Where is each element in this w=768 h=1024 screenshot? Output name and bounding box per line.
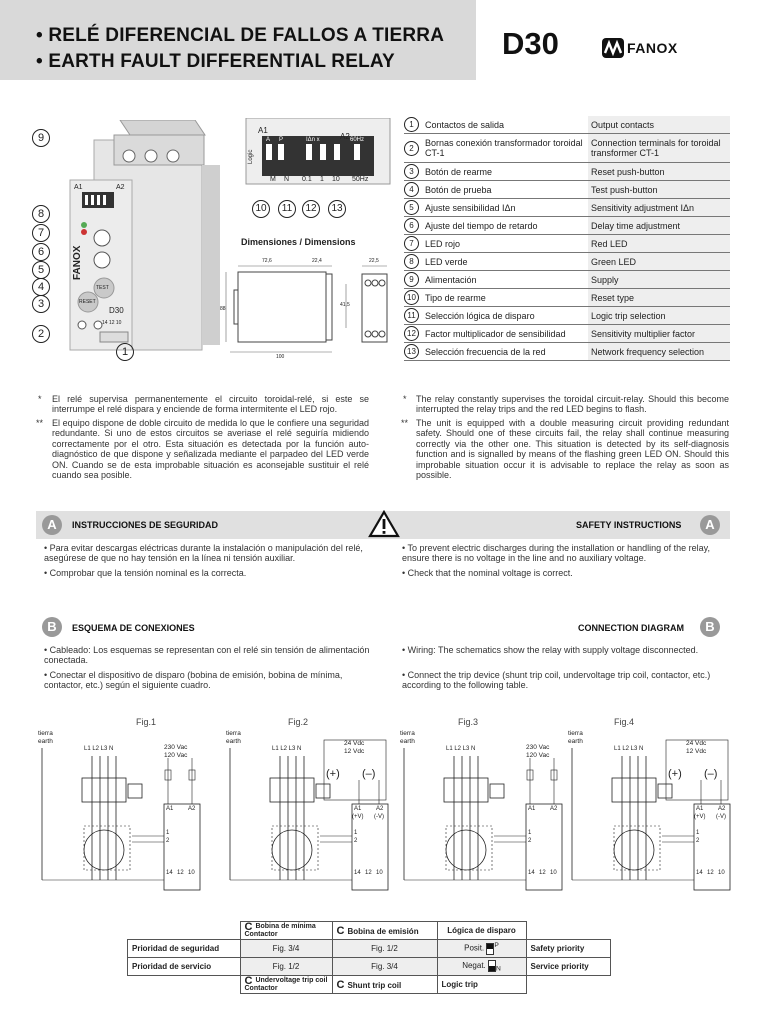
component-name-es: Selección frecuencia de la red: [422, 343, 588, 361]
section-b-badge-left: B: [42, 617, 62, 637]
label-supply-2: 12 Vdc: [344, 748, 365, 755]
component-name-es: Contactos de salida: [422, 116, 588, 134]
warning-icon: [368, 510, 400, 538]
device-reset-label: RESET: [79, 299, 96, 305]
label-a2v: (-V): [716, 814, 726, 820]
callout-11: 11: [278, 198, 296, 218]
label-a1: A1: [696, 806, 704, 812]
section-b-en-1: • Wiring: The schematics show the relay with supply voltage disconnected.: [402, 645, 699, 655]
component-number: 2: [404, 134, 422, 163]
section-b-title-en: CONNECTION DIAGRAM: [578, 623, 684, 633]
component-row: [404, 307, 730, 325]
component-name-en: Reset type: [588, 289, 730, 307]
label-minus: (–): [704, 768, 718, 780]
switch-detail: [244, 118, 392, 218]
row-service-en: Service priority: [526, 958, 611, 976]
label-term-2: 2: [166, 838, 170, 844]
brand-logo-text: FANOX: [627, 40, 678, 56]
note-en-1: The relay constantly supervises the toroidal circuit-relay. Should this become interrupted the relay trips and the red LED begins to flash.: [416, 394, 729, 415]
wiring-figure: [566, 710, 736, 900]
section-a-badge-right: A: [700, 515, 720, 535]
component-number: 6: [404, 217, 422, 235]
label-lines: L1 L2 L3 N: [614, 746, 644, 752]
label-term-2: 2: [354, 838, 358, 844]
note-es-2: El equipo dispone de doble circuito de medida lo que le confiere una seguridad redundante. Si uno de estos circuitos se averiase el relé seguiría midiendo correctamente por el otro. Esta situación es detectada por la función auto-diagnóstico de que dispone y señalizada mediante el parpadeo del LED verde ON. Cuando se de esta improbable situación es aconsejable sustituir el relé cuando sea posible.: [52, 418, 369, 481]
section-b-en-2: • Connect the trip device (shunt trip coil, undervoltage trip coil, contactor, etc.) according to the following table.: [402, 670, 711, 691]
label-plus: (+): [326, 768, 340, 780]
label-term-12: 12: [539, 870, 546, 876]
label-term-10: 10: [188, 870, 195, 876]
figure-label: Fig.4: [614, 717, 635, 727]
component-row: [404, 235, 730, 253]
row-service-c3: Negat. $_N$: [437, 958, 526, 976]
label-term-1: 1: [166, 830, 170, 836]
component-row: [404, 116, 730, 134]
label-supply-1: 230 Vac: [526, 744, 550, 751]
label-a2: A2: [718, 806, 726, 812]
label-a2: A2: [376, 806, 384, 812]
callout-5: 5: [32, 260, 50, 279]
label-term-1: 1: [528, 830, 532, 836]
component-name-en: Green LED: [588, 253, 730, 271]
label-supply-1: 24 Vdc: [686, 740, 707, 747]
label-tierra: tierra: [568, 730, 583, 737]
wiring-figure: [224, 710, 394, 900]
component-name-en: Reset push-button: [588, 163, 730, 181]
switch-bottom-01: 0.1: [302, 176, 312, 183]
section-b-title-es: ESQUEMA DE CONEXIONES: [72, 623, 195, 633]
callout-9: 9: [32, 128, 50, 147]
component-name-en: Supply: [588, 271, 730, 289]
dim-height-inner: 41,5: [340, 302, 350, 308]
label-term-14: 14: [528, 870, 535, 876]
callout-1: 1: [116, 342, 134, 361]
label-a1: A1: [166, 806, 174, 812]
callout-3: 3: [32, 294, 50, 313]
component-name-es: Bornas conexión transformador toroidal CT-1: [422, 134, 588, 163]
title-en: • EARTH FAULT DIFFERENTIAL RELAY: [36, 51, 395, 72]
switch-bottom-50hz: 50Hz: [352, 176, 369, 183]
label-term-14: 14: [696, 870, 703, 876]
row-safety-label: Prioridad de seguridad: [128, 940, 241, 958]
component-row: [404, 199, 730, 217]
component-number: 5: [404, 199, 422, 217]
component-number: 12: [404, 325, 422, 343]
label-a1v: (+V): [694, 814, 706, 820]
component-name-en: Connection terminals for toroidal transformer CT-1: [588, 134, 730, 163]
fanox-logo-icon: [600, 35, 628, 61]
callout-8: 8: [32, 204, 50, 223]
note-es-star2: **: [36, 418, 44, 428]
label-term-12: 12: [707, 870, 714, 876]
row-safety-c2: Fig. 1/2: [332, 940, 437, 958]
wiring-figures: [0, 710, 768, 900]
component-row: [404, 163, 730, 181]
device-model-label: D30: [109, 306, 124, 315]
component-name-en: Delay time adjustment: [588, 217, 730, 235]
dim-height: 88: [220, 306, 226, 312]
section-a-en-2: • Check that the nominal voltage is correct.: [402, 568, 573, 578]
label-tierra: tierra: [400, 730, 415, 737]
figure-label: Fig.1: [136, 717, 157, 727]
label-earth: earth: [226, 738, 241, 745]
note-en-star2: **: [401, 418, 409, 428]
label-a2: A2: [550, 806, 558, 812]
component-row: [404, 134, 730, 163]
switch-top-idn: IΔn x: [306, 137, 320, 143]
row-safety-c1: Fig. 3/4: [240, 940, 332, 958]
label-lines: L1 L2 L3 N: [446, 746, 476, 752]
component-name-en: Sensitivity multiplier factor: [588, 325, 730, 343]
label-earth: earth: [38, 738, 53, 745]
device-test-label: TEST: [96, 285, 109, 291]
label-term-1: 1: [696, 830, 700, 836]
callout-12: 12: [302, 198, 320, 218]
component-name-es: Botón de rearme: [422, 163, 588, 181]
label-term-12: 12: [177, 870, 184, 876]
title-es: • RELÉ DIFERENCIAL DE FALLOS A TIERRA: [36, 25, 445, 46]
label-a1: A1: [528, 806, 536, 812]
row-safety-en: Safety priority: [526, 940, 611, 958]
callout-13: 13: [328, 198, 346, 218]
label-a2v: (-V): [374, 814, 384, 820]
label-supply-2: 12 Vdc: [686, 748, 707, 755]
th-shunt-es: C Bobina de emisión: [332, 922, 437, 940]
component-name-es: Ajuste del tiempo de retardo: [422, 217, 588, 235]
figure-label: Fig.3: [458, 717, 479, 727]
callout-4: 4: [32, 277, 50, 296]
label-term-10: 10: [376, 870, 383, 876]
dim-width: 100: [276, 354, 285, 360]
switch-a2: A2: [340, 132, 350, 141]
section-a-es-2: • Comprobar que la tensión nominal es la correcta.: [44, 568, 247, 578]
component-row: [404, 253, 730, 271]
switch-bottom-10: 10: [332, 176, 340, 183]
figure-label: Fig.2: [288, 717, 309, 727]
label-term-12: 12: [365, 870, 372, 876]
label-term-1: 1: [354, 830, 358, 836]
label-supply-1: 230 Vac: [164, 744, 188, 751]
wiring-figure: [36, 710, 206, 900]
note-es-1: El relé supervisa permanentemente el circuito toroidal-relé, si este se interrumpe el relé dispara y enciende de forma intermitente el LED rojo.: [52, 394, 369, 415]
label-a1v: (+V): [352, 814, 364, 820]
dimensions-drawing: [222, 256, 397, 364]
switch-bottom-1: 1: [320, 176, 324, 183]
label-supply-1: 24 Vdc: [344, 740, 365, 747]
callout-7: 7: [32, 223, 50, 242]
component-number: 8: [404, 253, 422, 271]
dim-side-width: 22,5: [369, 258, 379, 264]
label-term-14: 14: [166, 870, 173, 876]
label-a2: A2: [188, 806, 196, 812]
label-earth: earth: [568, 738, 583, 745]
wiring-figure: [398, 710, 568, 900]
callout-6: 6: [32, 242, 50, 261]
model-number: D30: [502, 26, 559, 61]
component-name-en: Logic trip selection: [588, 307, 730, 325]
component-number: 13: [404, 343, 422, 361]
component-number: 9: [404, 271, 422, 289]
dim-top-right: 22,4: [312, 258, 322, 264]
device-terminals: 14 12 10: [102, 320, 122, 326]
switch-top-60hz: 60Hz: [350, 137, 365, 143]
component-name-es: Factor multiplicador de sensibilidad: [422, 325, 588, 343]
component-name-en: Test push-button: [588, 181, 730, 199]
tf-shunt-en: C Shunt trip coil: [332, 976, 437, 994]
section-a-en-1: • To prevent electric discharges during the installation or handling of the relay, ensure there is no voltage in the line and no auxiliary voltage.: [402, 543, 710, 564]
section-a-title-es: INSTRUCCIONES DE SEGURIDAD: [72, 520, 219, 530]
component-row: [404, 217, 730, 235]
label-minus: (–): [362, 768, 376, 780]
note-en-star1: *: [403, 394, 407, 404]
label-lines: L1 L2 L3 N: [84, 746, 114, 752]
section-b-es-2: • Conectar el dispositivo de disparo (bobina de emisión, bobina de mínima, contactor, etc.) según el siguiente cuadro.: [44, 670, 343, 691]
label-term-2: 2: [528, 838, 532, 844]
component-row: [404, 343, 730, 361]
label-tierra: tierra: [38, 730, 53, 737]
row-service-label: Prioridad de servicio: [128, 958, 241, 976]
note-en-2: The unit is equipped with a double measuring circuit providing redundant safety. Should one of these circuits fail, the relay shall continue measuring correctly via the other one. This situation is detected by its self-diagnosis function and is signalled by means of the flashing green LED ON. Should this improbable situation occur it is advisable to replace the relay as soon as possible.: [416, 418, 729, 481]
label-supply-2: 120 Vac: [526, 752, 550, 759]
component-row: [404, 181, 730, 199]
tf-undervoltage-en: C Undervoltage trip coil Contactor: [240, 976, 332, 994]
component-number: 10: [404, 289, 422, 307]
label-term-10: 10: [718, 870, 725, 876]
label-plus: (+): [668, 768, 682, 780]
switch-top-a: A: [266, 137, 271, 143]
component-name-es: LED verde: [422, 253, 588, 271]
component-number: 7: [404, 235, 422, 253]
dim-top-left: 72,6: [262, 258, 272, 264]
row-service-c1: Fig. 1/2: [240, 958, 332, 976]
tf-logic-en: Logic trip: [437, 976, 526, 994]
row-safety-c3: Posit. $^P$: [437, 940, 526, 958]
component-number: 3: [404, 163, 422, 181]
switch-down-icon: [488, 960, 496, 972]
dimensions-title: Dimensiones / Dimensions: [241, 237, 356, 247]
device-illustration: [30, 120, 230, 365]
callout-10: 10: [252, 198, 270, 218]
callout-2: 2: [32, 324, 50, 343]
component-name-en: Output contacts: [588, 116, 730, 134]
label-tierra: tierra: [226, 730, 241, 737]
component-name-es: Tipo de rearme: [422, 289, 588, 307]
device-a1: A1: [74, 184, 83, 191]
component-name-es: Alimentación: [422, 271, 588, 289]
component-number: 4: [404, 181, 422, 199]
label-term-14: 14: [354, 870, 361, 876]
switch-side-logic: Logic: [248, 149, 254, 164]
label-supply-2: 120 Vac: [164, 752, 188, 759]
section-a-title-en: SAFETY INSTRUCTIONS: [576, 520, 682, 530]
component-name-es: Ajuste sensibilidad IΔn: [422, 199, 588, 217]
component-name-en: Sensitivity adjustment IΔn: [588, 199, 730, 217]
section-b-badge-right: B: [700, 617, 720, 637]
th-logic-es: Lógica de disparo: [437, 922, 526, 940]
label-term-10: 10: [550, 870, 557, 876]
component-row: [404, 289, 730, 307]
switch-top-p: P: [279, 137, 284, 143]
switch-a1: A1: [258, 126, 268, 135]
section-b-es-1: • Cableado: Los esquemas se representan con el relé sin tensión de alimentación conectada.: [44, 645, 370, 666]
component-row: [404, 325, 730, 343]
note-es-star1: *: [38, 394, 42, 404]
label-a1: A1: [354, 806, 362, 812]
component-row: [404, 271, 730, 289]
label-lines: L1 L2 L3 N: [272, 746, 302, 752]
component-number: 11: [404, 307, 422, 325]
label-term-2: 2: [696, 838, 700, 844]
component-name-en: Network frequency selection: [588, 343, 730, 361]
label-earth: earth: [400, 738, 415, 745]
component-name-en: Red LED: [588, 235, 730, 253]
component-table: [404, 116, 730, 361]
device-a2: A2: [116, 184, 125, 191]
component-number: 1: [404, 116, 422, 134]
switch-bottom-n: N: [284, 176, 290, 183]
switch-bottom-m: M: [270, 176, 276, 183]
component-name-es: Selección lógica de disparo: [422, 307, 588, 325]
row-service-c2: Fig. 3/4: [332, 958, 437, 976]
component-name-es: Botón de prueba: [422, 181, 588, 199]
component-name-es: LED rojo: [422, 235, 588, 253]
section-a-badge-left: A: [42, 515, 62, 535]
th-undervoltage-es: C Bobina de mínima Contactor: [240, 922, 332, 940]
device-brand: FANOX: [72, 245, 83, 280]
section-a-es-1: • Para evitar descargas eléctricas durante la instalación o manipulación del relé, asegúrese de que no hay tensión en la línea ni tensión auxiliar.: [44, 543, 363, 564]
trip-logic-table: [127, 921, 611, 994]
